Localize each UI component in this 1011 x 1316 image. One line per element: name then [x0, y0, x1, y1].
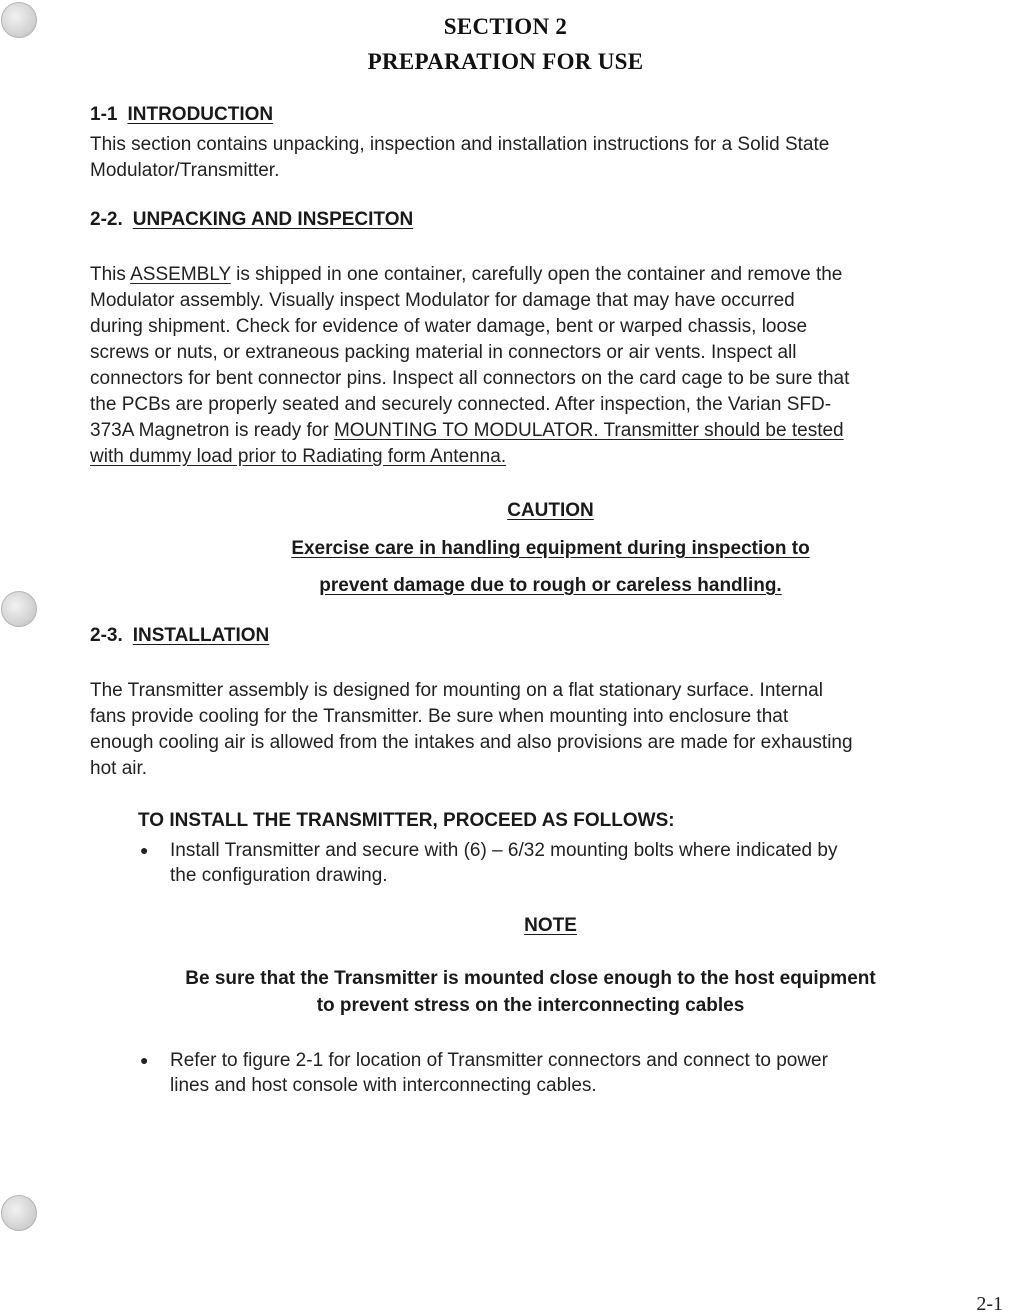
installation-line: enough cooling air is allowed from the intakes and also provisions are made for exhausting [90, 732, 853, 753]
unpacking-line: Modulator assembly. Visually inspect Modulator for damage that may have occurred [90, 290, 795, 311]
installation-line: hot air. [90, 758, 148, 779]
unpacking-line: with dummy load prior to Radiating form Antenna. [90, 446, 507, 467]
section-number: SECTION 2 [443, 14, 568, 39]
proceed-heading: TO INSTALL THE TRANSMITTER, PROCEED AS FOLLOWS: [138, 810, 675, 831]
unpacking-title: UNPACKING AND INSPECITON [132, 209, 414, 230]
unpacking-line [90, 418, 849, 444]
unpacking-paragraph [90, 262, 849, 470]
caution-title: CAUTION [507, 500, 594, 521]
installation-heading [90, 625, 269, 647]
bullet-dot: ● [140, 842, 149, 858]
line-text: 373A Magnetron is ready for [90, 420, 334, 441]
unpacking-line: the PCBs are properly seated and securely connected. After inspection, the Varian SFD- [90, 394, 832, 415]
intro-paragraph [90, 132, 829, 184]
intro-line: Modulator/Transmitter. [90, 160, 280, 181]
bullet-dot: ● [140, 1052, 149, 1068]
punch-hole-bottom [1, 1195, 37, 1231]
bullet-text [170, 838, 837, 888]
line-text: is shipped in one container, carefully open the container and remove the [230, 264, 843, 285]
unpacking-line: screws or nuts, or extraneous packing material in connectors or air vents. Inspect all [90, 342, 797, 363]
unpacking-number: 2-2. [90, 209, 123, 230]
unpacking-line: during shipment. Check for evidence of water damage, bent or warped chassis, loose [90, 316, 808, 337]
unpacking-heading [90, 209, 413, 231]
punch-hole-middle [1, 591, 37, 627]
installation-line: fans provide cooling for the Transmitter. Be sure when mounting into enclosure that [90, 706, 789, 727]
note-title: NOTE [524, 915, 577, 936]
bullet-line: the configuration drawing. [170, 865, 388, 886]
bullet-line: Refer to figure 2-1 for location of Transmitter connectors and connect to power [170, 1050, 828, 1071]
installation-line: The Transmitter assembly is designed for mounting on a flat stationary surface. Internal [90, 680, 823, 701]
unpacking-line: connectors for bent connector pins. Inspect all connectors on the card cage to be sure that [90, 368, 850, 389]
installation-paragraph [90, 678, 853, 782]
line-text: This [90, 264, 131, 285]
bullet-text [170, 1048, 828, 1098]
intro-heading [90, 104, 273, 126]
assembly-link: ASSEMBLY [130, 264, 231, 285]
intro-number: 1-1 [90, 104, 118, 125]
bullet-line: lines and host console with interconnecting cables. [170, 1075, 597, 1096]
installation-title: INSTALLATION [132, 625, 270, 646]
intro-title: INTRODUCTION [127, 104, 274, 125]
page-number: 2-1 [976, 1293, 1003, 1315]
note-line: to prevent stress on the interconnecting cables [316, 995, 745, 1016]
note-line: Be sure that the Transmitter is mounted close enough to the host equipment [185, 968, 876, 989]
bullet-line: Install Transmitter and secure with (6) – 6/32 mounting bolts where indicated by [170, 840, 838, 861]
installation-number: 2-3. [90, 625, 123, 646]
caution-line: prevent damage due to rough or careless handling. [319, 575, 782, 596]
mounting-link: MOUNTING TO MODULATOR. Transmitter should be tested [333, 420, 844, 441]
section-title: PREPARATION FOR USE [367, 49, 644, 74]
intro-line: This section contains unpacking, inspection and installation instructions for a Solid State [90, 134, 830, 155]
caution-line: Exercise care in handling equipment during inspection to [291, 538, 810, 559]
unpacking-line [90, 262, 849, 288]
